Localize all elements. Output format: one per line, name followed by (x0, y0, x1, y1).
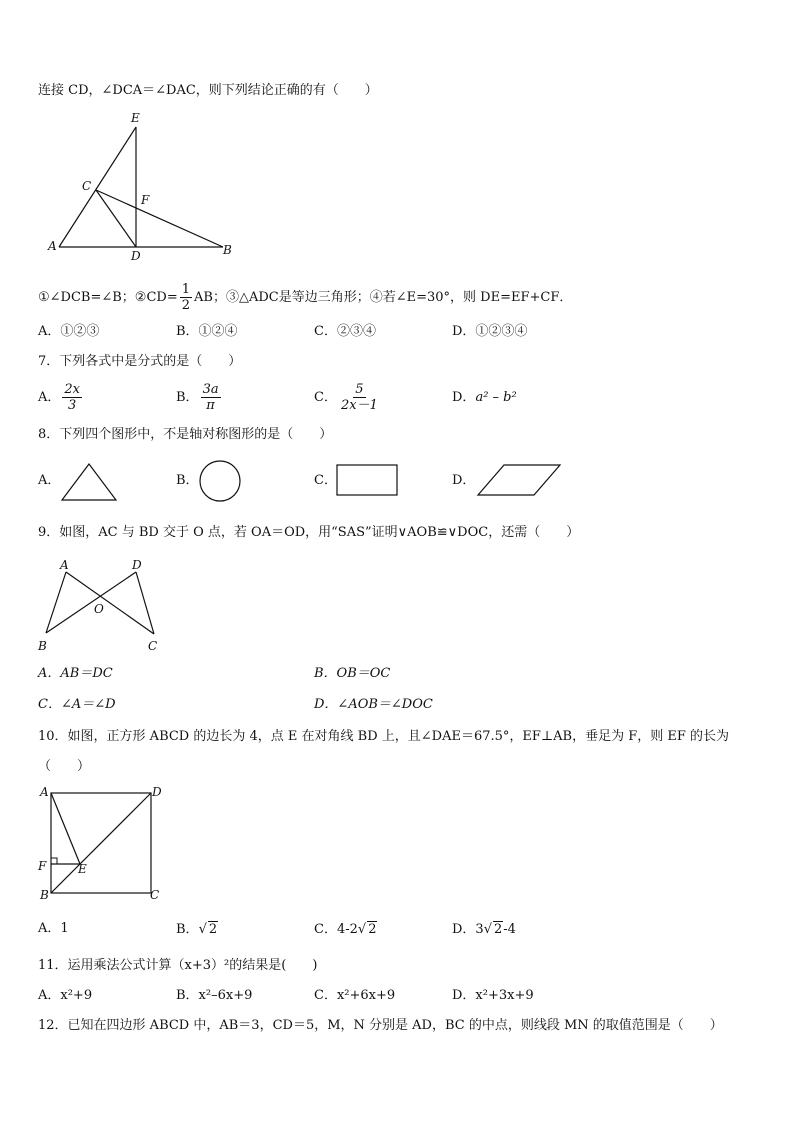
q8-circle-shape (198, 460, 242, 504)
q9-label-b: B (38, 639, 47, 653)
q8-triangle-shape (60, 462, 120, 502)
q10-stem: 10．如图，正方形 ABCD 的边长为 4，点 E 在对角线 BD 上，且∠DAE＝67.5°，EF⊥AB，垂足为 F，则 EF 的长为 (38, 729, 729, 744)
q10-label-e: E (78, 862, 87, 876)
q10-label-b: B (40, 888, 49, 902)
q9-option-b[interactable]: B．OB＝OC (314, 666, 391, 681)
q6-label-e: E (131, 111, 140, 125)
q10-option-c[interactable]: C．4-2√ 2 (314, 922, 377, 937)
q10-option-d[interactable]: D．3√ 2-4 (452, 922, 516, 937)
q6-label-a: A (48, 239, 57, 253)
q8-option-b[interactable]: B． (176, 473, 199, 488)
q8-option-d[interactable]: D． (452, 473, 476, 488)
q9-label-o: O (94, 602, 104, 616)
q8-stem: 8．下列四个图形中，不是轴对称图形的是（ ） (38, 427, 333, 442)
q11-stem: 11．运用乘法公式计算（x+3）²的结果是( ) (38, 958, 318, 973)
q8-option-c[interactable]: C． (314, 473, 337, 488)
q6-label-d: D (131, 249, 141, 263)
q9-option-a[interactable]: A．AB＝DC (38, 666, 113, 681)
q6-option-d[interactable]: D．①②③④ (452, 324, 528, 339)
q7-option-b[interactable]: B． $\frac{3a}{\pi}$ (176, 382, 219, 413)
q11-option-c[interactable]: C．x²+6x+9 (314, 988, 396, 1003)
q6-statements-part1: ①∠DCB=∠B；②CD= (38, 290, 178, 305)
q9-label-a: A (60, 558, 69, 572)
q9-stem: 9．如图，AC 与 BD 交于 O 点，若 OA＝OD，用“SAS”证明∨AOB≌∨DOC，还需（ ） (38, 525, 580, 540)
q10-label-a: A (40, 785, 49, 799)
q6-option-c[interactable]: C．②③④ (314, 324, 376, 339)
q8-parallelogram-shape (474, 464, 564, 498)
q8-option-a[interactable]: A． (38, 473, 61, 488)
q7-option-d[interactable]: D．a² – b² (452, 390, 517, 405)
q10-label-c: C (150, 888, 160, 902)
q11-option-a[interactable]: A．x²+9 (38, 988, 93, 1003)
q6-label-f: F (141, 193, 150, 207)
q10-stem-bracket: （ ） (38, 759, 91, 774)
q6-statements (38, 282, 572, 314)
q6-figure (40, 110, 240, 263)
q10-option-a[interactable]: A．1 (38, 921, 69, 936)
q11-option-d[interactable]: D．x²+3x+9 (452, 988, 534, 1003)
q6-label-c: C (82, 179, 92, 193)
q10-option-b[interactable]: B．√ 2 (176, 922, 218, 937)
q7-stem: 7．下列各式中是分式的是（ ） (38, 354, 242, 369)
q10-label-d: D (152, 785, 162, 799)
q9-option-c[interactable]: C．∠A＝∠D (38, 697, 116, 712)
q6-half-fraction: $\frac{1}{2}$ (181, 282, 191, 313)
q10-figure (36, 784, 176, 904)
q6-statements-part2: AB；③△ADC是等边三角形；④若∠E=30°，则 DE=EF+CF． (194, 290, 573, 305)
q12-stem: 12．已知在四边形 ABCD 中，AB＝3，CD＝5，M，N 分别是 AD，BC 的中点，则线段 MN 的取值范围是（ ） (38, 1018, 723, 1033)
q8-rectangle-shape (336, 464, 400, 498)
q10-label-f: F (38, 859, 47, 873)
q9-label-d: D (132, 558, 142, 572)
q9-label-c: C (148, 639, 158, 653)
q7-option-c[interactable]: C． $\frac{5}{2x-1}$ (314, 382, 378, 413)
q6-label-b: B (223, 243, 232, 257)
q9-figure (36, 556, 166, 656)
q6-stem: 连接 CD，∠DCA＝∠DAC，则下列结论正确的有（ ） (38, 83, 378, 98)
q9-option-d[interactable]: D．∠AOB＝∠DOC (314, 697, 433, 712)
q11-option-b[interactable]: B．x²–6x+9 (176, 988, 253, 1003)
q6-option-a[interactable]: A．①②③ (38, 324, 100, 339)
q6-option-b[interactable]: B．①②④ (176, 324, 238, 339)
q7-option-a[interactable]: A． $\frac{2x}{3}$ (38, 382, 80, 413)
